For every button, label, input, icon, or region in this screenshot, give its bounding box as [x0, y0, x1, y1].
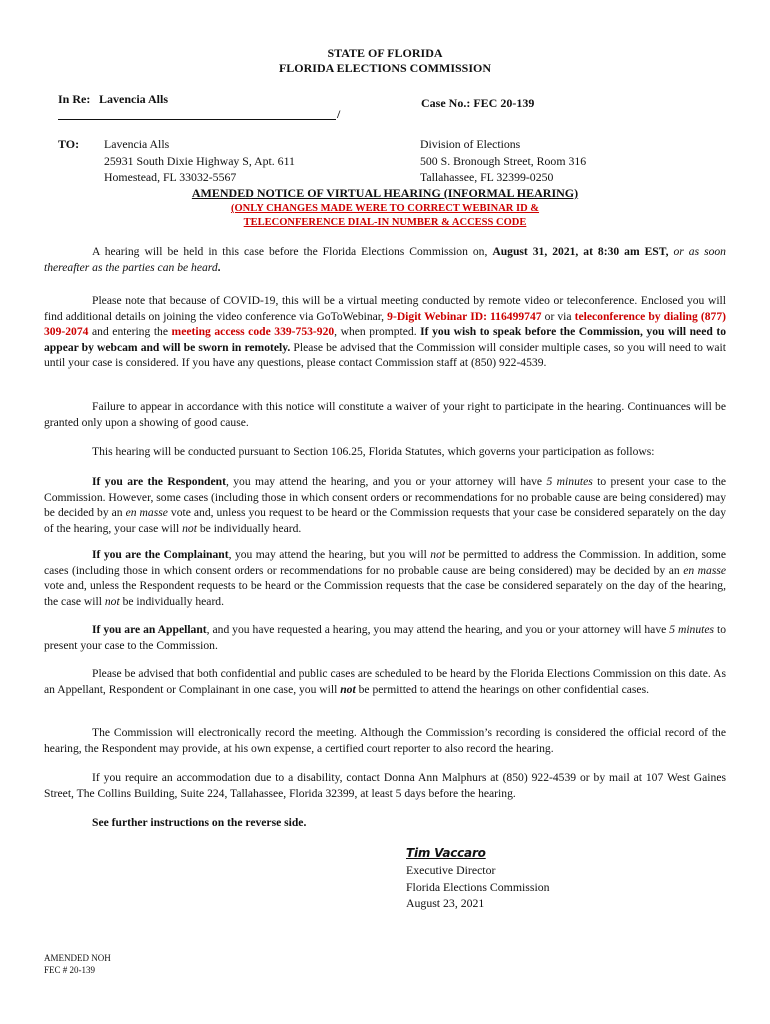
recipient-address [104, 136, 295, 186]
footer-doc-type: AMENDED NOH [44, 953, 111, 963]
copy-name: Division of Elections [420, 137, 521, 151]
signature-name: Tim Vaccaro [406, 846, 486, 860]
notice-subtitle-1: (ONLY CHANGES MADE WERE TO CORRECT WEBINAR ID & [230, 203, 540, 214]
signature-org: Florida Elections Commission [406, 879, 550, 894]
teleconference-number: teleconference by dialing (877) 309-2074 [44, 309, 726, 339]
paragraph-reverse-side: See further instructions on the reverse side. [92, 816, 307, 829]
paragraph-respondent: If you are the Respondent, you may attend the hearing, and you or your attorney will have 5 minutes to present your case to the Commission. However, some cases (including those in which consent orders or recommendations for no probable cause are being considered) may be decided by an en masse vote and, unless you request to be heard or the Commission requests that your case be considered separately on the day of the hearing, your case will not be individually heard. [44, 475, 727, 535]
signature-date: August 23, 2021 [406, 896, 485, 910]
hearing-datetime: August 31, 2021, at 8:30 am EST, [492, 245, 669, 258]
recipient-name: Lavencia Alls [104, 137, 170, 151]
paragraph-failure-to-appear: Failure to appear in accordance with this notice will constitute a waiver of your right to participate in the hearing. Continuances will be granted only upon a showing of good cause. [44, 400, 726, 429]
caption-underline [58, 119, 336, 120]
caption-slash: / [337, 107, 341, 121]
header-commission: FLORIDA ELECTIONS COMMISSION [278, 61, 492, 75]
webinar-id: 9-Digit Webinar ID: 116499747 [387, 309, 542, 323]
recipient-city: Homestead, FL 33032-5567 [104, 170, 237, 184]
paragraph-section-106-25: This hearing will be conducted pursuant to Section 106.25, Florida Statutes, which governs your participation as follows: [92, 445, 655, 458]
paragraph-recording: The Commission will electronically record the meeting. Although the Commission’s recording is considered the official record of the hearing, the Respondent may provide, at his own expense, a certified court reporter to also record the hearing. [44, 726, 726, 755]
paragraph-hearing-date: A hearing will be held in this case before the Florida Elections Commission on, August 31, 2021, at 8:30 am EST, or as soon thereafter as the parties can be heard. [44, 245, 726, 274]
copy-street: 500 S. Bronough Street, Room 316 [420, 153, 587, 168]
paragraph-complainant: If you are the Complainant, you may attend the hearing, but you will not be permitted to address the Commission. In addition, some cases (including those in which consent orders or recommendations for no probable cause are being considered) may be decided by an en masse vote and, unless the Respondent requests to be heard or the Commission requests that the case be considered separately on the day of the hearing, the case will not be individually heard. [44, 548, 727, 608]
signature-title: Executive Director [406, 863, 496, 877]
paragraph-appellant: If you are an Appellant, and you have requested a hearing, you may attend the hearing, and you or your attorney will have 5 minutes to present your case to the Commission. [44, 623, 726, 652]
to-label: TO: [58, 137, 80, 151]
header-state: STATE OF FLORIDA [327, 46, 443, 60]
paragraph-virtual-meeting: Please note that because of COVID-19, this will be a virtual meeting conducted by remote video or teleconference. Enclosed you will find additional details on joining the video conference via GoToWebinar, 9-Digit Webinar ID: 116499747 or via teleconference by dialing (877) 309-2074 and entering the meeting access code 339-753-920, when prompted. If you wish to speak before the Commission, you will need to appear by webcam and will be sworn in remotely. Please be advised that the Commission will consider multiple cases, so you will need to wait until your case is considered. If you have any questions, please contact Commission staff at (850) 922-4539. [44, 294, 726, 370]
access-code: meeting access code 339-753-920 [171, 325, 335, 339]
case-number: Case No.: FEC 20-139 [421, 96, 535, 110]
copy-city: Tallahassee, FL 32399-0250 [420, 170, 554, 184]
copy-address [420, 136, 586, 186]
document-header [0, 46, 770, 76]
notice-title: AMENDED NOTICE OF VIRTUAL HEARING (INFORMAL HEARING) [191, 186, 579, 200]
paragraph-accommodation: If you require an accommodation due to a disability, contact Donna Ann Malphurs at (850) 922-4539 or by mail at 107 West Gaines Street, The Collins Building, Suite 224, Tallahassee, Florida 32399, at least 5 days before the hearing. [44, 771, 726, 800]
notice-subtitle-2: TELECONFERENCE DIAL-IN NUMBER & ACCESS CODE [243, 217, 527, 228]
signature-block [406, 862, 550, 912]
in-re-name: Lavencia Alls [99, 92, 169, 106]
recipient-street: 25931 South Dixie Highway S, Apt. 611 [104, 153, 295, 168]
in-re-label: In Re: [58, 92, 91, 106]
paragraph-confidential-cases: Please be advised that both confidential and public cases are scheduled to be heard by the Florida Elections Commission on this date. As an Appellant, Respondent or Complainant in one case, you will not be permitted to attend the hearings on other confidential cases. [44, 667, 726, 696]
footer [44, 952, 111, 976]
footer-case-ref: FEC # 20-139 [44, 965, 96, 975]
